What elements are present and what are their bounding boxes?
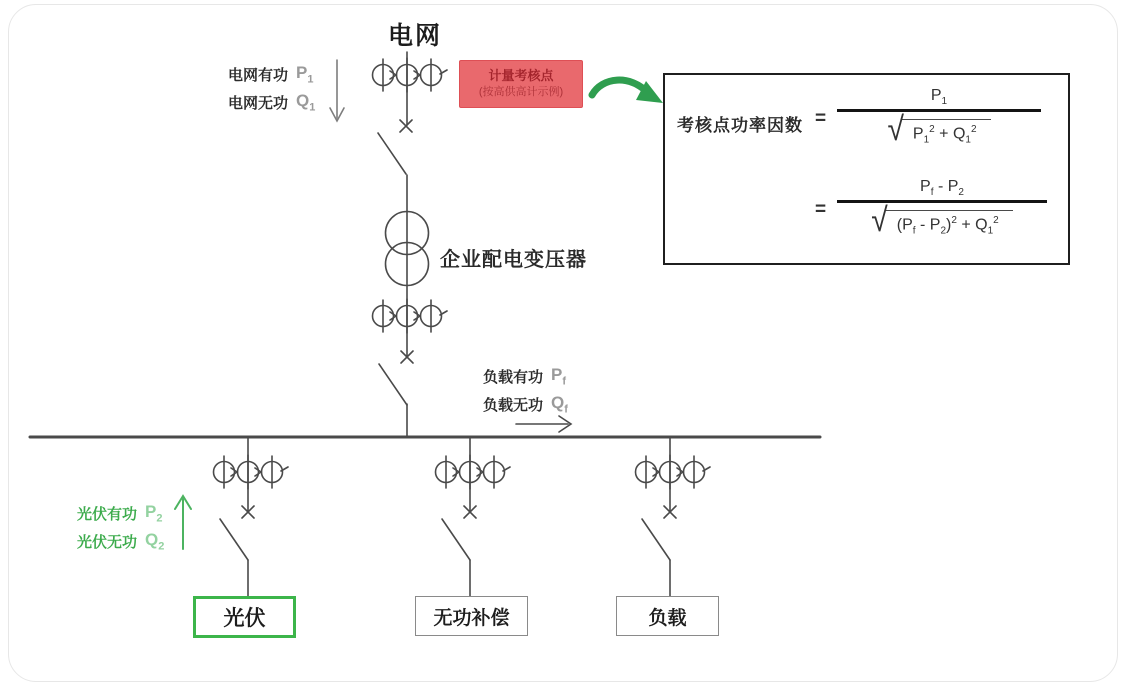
grid-reactive-power-label	[228, 90, 315, 114]
compensation-meter-symbol	[436, 455, 511, 489]
badge-line1: 计量考核点	[488, 67, 554, 83]
fraction1-sqrt	[887, 111, 990, 149]
grid-reactive-symbol: $Q_1$	[296, 90, 316, 114]
radical-sign-2: √	[871, 202, 888, 240]
main-breaker-upper	[378, 120, 412, 174]
fraction2-bar	[837, 200, 1047, 203]
load-reactive-cn: 负载无功	[483, 396, 544, 414]
pv-active-cn: 光伏有功	[77, 505, 138, 523]
pv-node-box: 光伏	[193, 596, 296, 638]
lv-meter-symbol	[373, 299, 448, 333]
fraction2-radicand: $(P_f - P_2)^2 + Q_1^2$	[885, 210, 1013, 237]
pv-reactive-symbol: $Q_2$	[145, 529, 165, 553]
load-reactive-symbol: $Q_f$	[551, 392, 568, 416]
compensation-breaker	[442, 506, 476, 560]
fraction2-sqrt	[871, 202, 1012, 240]
callout-curved-arrow-icon	[592, 80, 663, 103]
fraction1-radicand: $P_1^2 + Q_1^2$	[901, 119, 991, 146]
grid-flow-labels	[228, 62, 315, 114]
pv-breaker	[220, 506, 254, 560]
metering-point-badge	[459, 60, 583, 108]
pv-active-power-label	[77, 501, 164, 525]
load-node-box: 负载	[616, 596, 719, 636]
fraction2-numerator: $P_f - P_2$	[920, 178, 964, 199]
pv-reactive-power-label	[77, 529, 164, 553]
grid-active-power-label	[228, 62, 315, 86]
formula-fraction-1	[837, 87, 1041, 149]
pv-reactive-cn: 光伏无功	[77, 533, 138, 551]
grid-active-cn: 电网有功	[228, 66, 289, 84]
load-active-symbol: $P_f$	[551, 364, 567, 388]
equals-sign-1: =	[815, 108, 827, 129]
grid-active-symbol: $P_1$	[296, 62, 314, 86]
main-breaker-lower	[379, 351, 413, 405]
grid-meter-symbol	[373, 58, 448, 92]
load-flow-labels	[483, 364, 568, 416]
fraction1-bar	[837, 109, 1041, 112]
load-meter-symbol	[636, 455, 711, 489]
pv-active-symbol: $P_2$	[145, 501, 163, 525]
load-active-power-label	[483, 364, 568, 388]
fraction1-numerator: $P_1$	[930, 87, 948, 108]
load-active-cn: 负载有功	[483, 368, 544, 386]
formula-fraction-2	[837, 178, 1047, 240]
formula-lhs: 考核点功率因数	[677, 116, 803, 135]
equals-sign-2: =	[815, 199, 827, 220]
transformer-label: 企业配电变压器	[440, 249, 587, 271]
badge-line2: (按高供高计示例)	[478, 86, 564, 99]
pv-meter-symbol	[214, 455, 289, 489]
compensation-node-box: 无功补偿	[415, 596, 528, 636]
load-reactive-power-label	[483, 392, 568, 416]
pv-flow-labels	[77, 501, 164, 553]
load-breaker	[642, 506, 676, 560]
grid-flow-down-arrow-icon	[330, 60, 344, 121]
power-factor-formula-box	[663, 73, 1070, 265]
grid-title: 电网	[388, 22, 443, 50]
grid-reactive-cn: 电网无功	[228, 94, 289, 112]
pv-flow-up-arrow-icon	[175, 496, 191, 549]
load-flow-right-arrow-icon	[516, 416, 571, 432]
radical-sign-1: √	[887, 111, 904, 149]
